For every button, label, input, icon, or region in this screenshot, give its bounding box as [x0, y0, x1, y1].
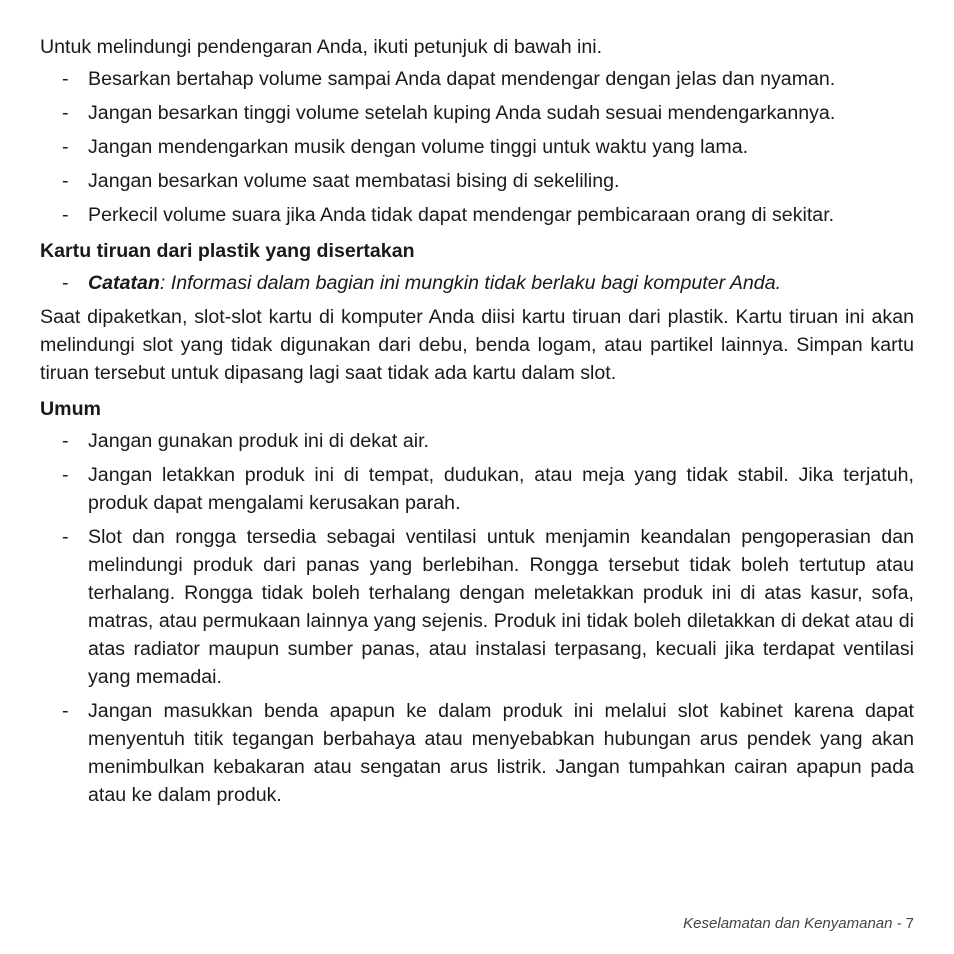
note-item [40, 269, 914, 297]
list-item [40, 523, 914, 691]
dash-bullet: - [62, 526, 69, 548]
hearing-protection-list [40, 65, 914, 229]
intro-text: Untuk melindungi pendengaran Anda, ikuti petunjuk di bawah ini. [40, 36, 603, 58]
list-item-text: Jangan gunakan produk ini di dekat air. [88, 430, 429, 452]
dash-bullet: - [62, 170, 69, 192]
list-item [40, 65, 914, 93]
dash-bullet: - [62, 464, 69, 486]
footer-title: Keselamatan dan Kenyamanan - [683, 915, 902, 932]
document-page [40, 33, 914, 815]
list-item-text: Besarkan bertahap volume sampai Anda dapat mendengar dengan jelas dan nyaman. [88, 68, 836, 90]
general-list [40, 427, 914, 809]
dash-bullet: - [62, 272, 69, 294]
list-item-text: Jangan masukkan benda apapun ke dalam produk ini melalui slot kabinet karena dapat menyentuh titik tegangan berbahaya atau menyebabkan hubungan arus pendek yang akan menimbulkan kebakaran atau sengatan arus listrik. Jangan tumpahkan cairan apapun pada atau ke dalam produk. [88, 700, 914, 806]
note-label: Catatan [88, 272, 160, 294]
section-heading-general: Umum [40, 398, 101, 420]
list-item [40, 427, 914, 455]
list-item [40, 167, 914, 195]
list-item [40, 461, 914, 517]
list-item [40, 697, 914, 809]
list-item-text: Jangan letakkan produk ini di tempat, dudukan, atau meja yang tidak stabil. Jika terjatuh, produk dapat mengalami kerusakan parah. [88, 464, 914, 514]
list-item-text: Perkecil volume suara jika Anda tidak dapat mendengar pembicaraan orang di sekitar. [88, 204, 835, 226]
page-number: 7 [905, 915, 914, 932]
dash-bullet: - [62, 68, 69, 90]
dash-bullet: - [62, 204, 69, 226]
list-item-text: Jangan besarkan tinggi volume setelah kuping Anda sudah sesuai mendengarkannya. [88, 102, 836, 124]
dash-bullet: - [62, 700, 69, 722]
list-item-text: Slot dan rongga tersedia sebagai ventilasi untuk menjamin keandalan pengoperasian dan melindungi produk dari panas yang berlebihan. Rongga tersebut tidak boleh tertutup atau terhalang. Rongga tidak boleh terhalang dengan meletakkan produk ini di atas kasur, sofa, matras, atau permukaan lainnya yang sejenis. Produk ini tidak boleh diletakkan di dekat atau di atas radiator maupun sumber panas, atau instalasi terpasang, kecuali jika terdapat ventilasi yang memadai. [88, 526, 914, 688]
dash-bullet: - [62, 102, 69, 124]
list-item [40, 133, 914, 161]
page-footer [683, 914, 914, 934]
list-item-text: Jangan besarkan volume saat membatasi bising di sekeliling. [88, 170, 620, 192]
section-heading-dummy-cards: Kartu tiruan dari plastik yang disertakan [40, 240, 415, 262]
dash-bullet: - [62, 430, 69, 452]
list-item-text: Jangan mendengarkan musik dengan volume tinggi untuk waktu yang lama. [88, 136, 749, 158]
dash-bullet: - [62, 136, 69, 158]
note-text: : Informasi dalam bagian ini mungkin tidak berlaku bagi komputer Anda. [159, 272, 782, 294]
dummy-cards-paragraph: Saat dipaketkan, slot-slot kartu di komputer Anda diisi kartu tiruan dari plastik. Kartu tiruan ini akan melindungi slot yang tidak digunakan dari debu, benda logam, atau partikel lainnya. Simpan kartu tiruan tersebut untuk dipasang lagi saat tidak ada kartu dalam slot. [40, 306, 914, 384]
note-list [40, 269, 914, 297]
list-item [40, 201, 914, 229]
list-item [40, 99, 914, 127]
